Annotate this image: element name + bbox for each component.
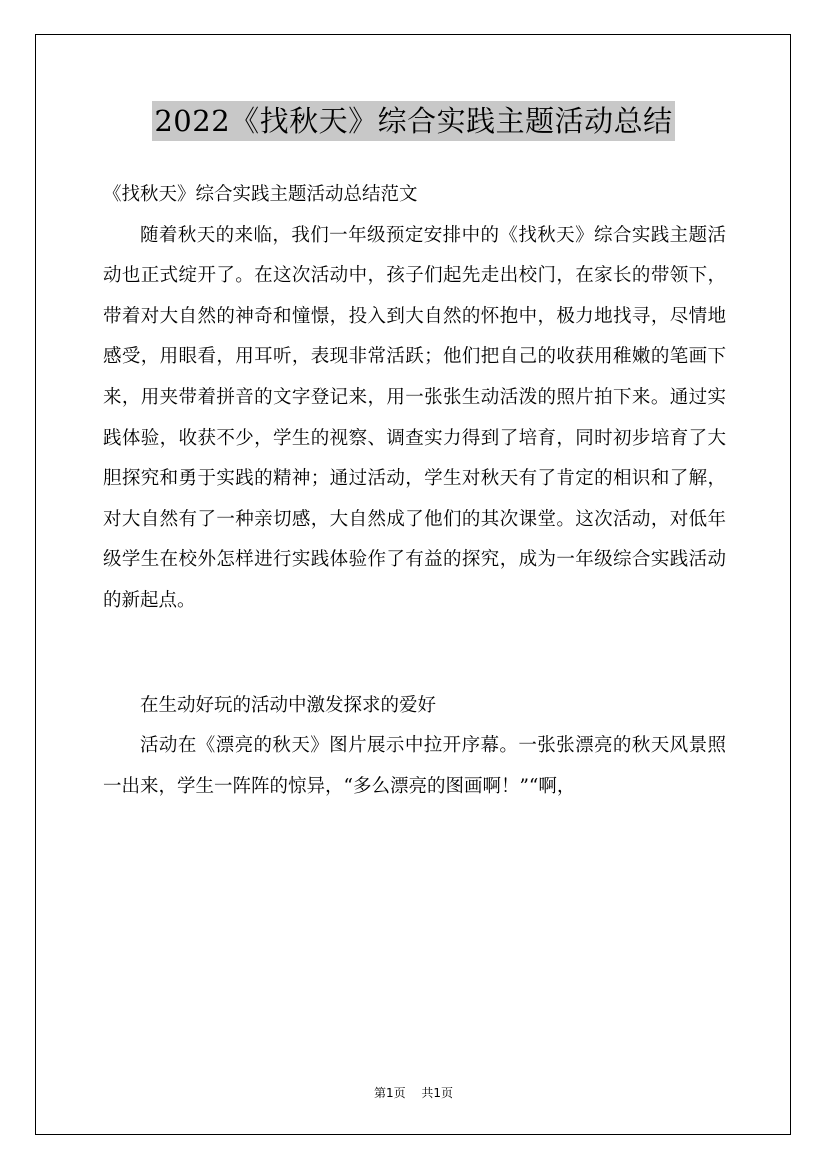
section-paragraph: 活动在《漂亮的秋天》图片展示中拉开序幕。一张张漂亮的秋天风景照一出来，学生一阵阵的惊异，“多么漂亮的图画啊！”“啊， [103, 735, 726, 797]
page-number-total: 共1页 [421, 1086, 454, 1100]
document-body [103, 175, 726, 807]
title-container [0, 101, 827, 141]
section-heading: 在生动好玩的活动中激发探求的爱好 [140, 694, 437, 716]
paragraph-spacer [103, 622, 726, 686]
page-footer [0, 1085, 827, 1101]
body-paragraph: 随着秋天的来临，我们一年级预定安排中的《找秋天》综合实践主题活动也正式绽开了。在这次活动中，孩子们起先走出校门，在家长的带领下，带着对大自然的神奇和憧憬，投入到大自然的怀抱中，极力地找寻，尽情地感受，用眼看，用耳听，表现非常活跃；他们把自己的收获用稚嫩的笔画下来，用夹带着拼音的文字登记来，用一张张生动活泼的照片拍下来。通过实践体验，收获不少，学生的视察、调查实力得到了培育，同时初步培育了大胆探究和勇于实践的精神；通过活动，学生对秋天有了肯定的相识和了解，对大自然有了一种亲切感，大自然成了他们的其次课堂。这次活动，对低年级学生在校外怎样进行实践体验作了有益的探究，成为一年级综合实践活动的新起点。 [103, 224, 726, 611]
page-number-current: 第1页 [373, 1086, 406, 1100]
document-title: 2022《找秋天》综合实践主题活动总结 [152, 101, 674, 141]
document-subtitle: 《找秋天》综合实践主题活动总结范文 [103, 184, 418, 205]
